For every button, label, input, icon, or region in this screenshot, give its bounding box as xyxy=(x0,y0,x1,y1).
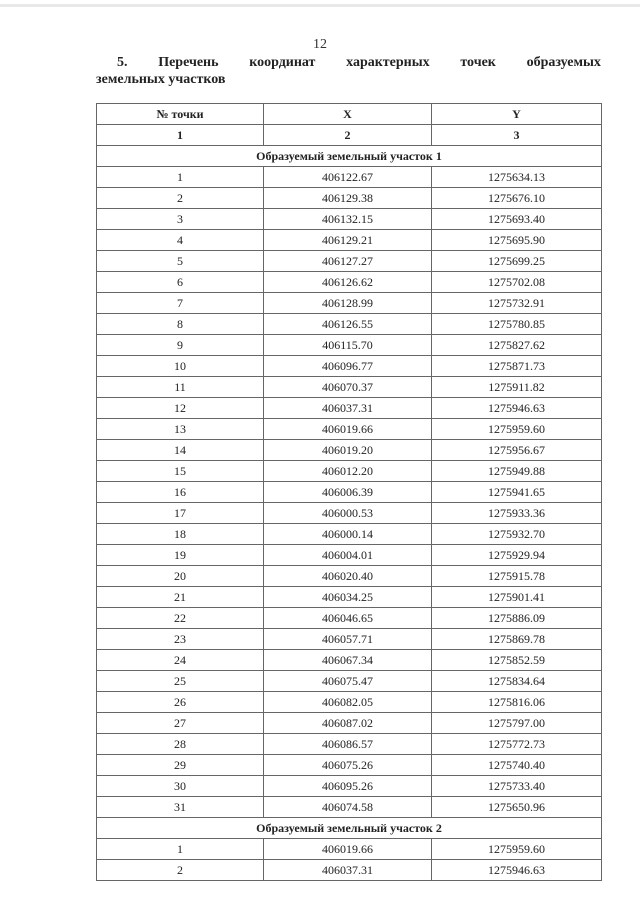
y-coordinate-cell: 1275956.67 xyxy=(432,440,602,461)
x-coordinate-cell: 406074.58 xyxy=(264,797,432,818)
x-coordinate-cell: 406019.66 xyxy=(264,419,432,440)
x-coordinate-cell: 406096.77 xyxy=(264,356,432,377)
table-row xyxy=(97,566,602,587)
table-row xyxy=(97,251,602,272)
x-coordinate-cell: 406037.31 xyxy=(264,398,432,419)
column-number: 3 xyxy=(432,125,602,146)
point-number-cell: 1 xyxy=(97,839,264,860)
point-number-cell: 22 xyxy=(97,608,264,629)
table-row xyxy=(97,755,602,776)
scan-top-edge xyxy=(0,4,640,7)
y-coordinate-cell: 1275827.62 xyxy=(432,335,602,356)
point-number-cell: 14 xyxy=(97,440,264,461)
y-coordinate-cell: 1275780.85 xyxy=(432,314,602,335)
x-coordinate-cell: 406126.62 xyxy=(264,272,432,293)
y-coordinate-cell: 1275932.70 xyxy=(432,524,602,545)
y-coordinate-cell: 1275816.06 xyxy=(432,692,602,713)
y-coordinate-cell: 1275886.09 xyxy=(432,608,602,629)
x-coordinate-cell: 406019.20 xyxy=(264,440,432,461)
point-number-cell: 12 xyxy=(97,398,264,419)
y-coordinate-cell: 1275650.96 xyxy=(432,797,602,818)
heading-word: точек xyxy=(460,55,496,70)
x-coordinate-cell: 406067.34 xyxy=(264,650,432,671)
table-row xyxy=(97,776,602,797)
table-row xyxy=(97,293,602,314)
point-number-cell: 7 xyxy=(97,293,264,314)
y-coordinate-cell: 1275946.63 xyxy=(432,398,602,419)
table-row xyxy=(97,482,602,503)
point-number-cell: 2 xyxy=(97,188,264,209)
x-coordinate-cell: 406006.39 xyxy=(264,482,432,503)
y-coordinate-cell: 1275911.82 xyxy=(432,377,602,398)
x-coordinate-cell: 406057.71 xyxy=(264,629,432,650)
column-number-row xyxy=(97,125,602,146)
x-coordinate-cell: 406127.27 xyxy=(264,251,432,272)
point-number-cell: 29 xyxy=(97,755,264,776)
y-coordinate-cell: 1275949.88 xyxy=(432,461,602,482)
x-coordinate-cell: 406122.67 xyxy=(264,167,432,188)
x-coordinate-cell: 406086.57 xyxy=(264,734,432,755)
table-row xyxy=(97,587,602,608)
table-row xyxy=(97,503,602,524)
x-coordinate-cell: 406000.14 xyxy=(264,524,432,545)
point-number-cell: 18 xyxy=(97,524,264,545)
table-row xyxy=(97,461,602,482)
table-row xyxy=(97,692,602,713)
table-row xyxy=(97,209,602,230)
heading-number: 5. xyxy=(117,55,128,70)
x-coordinate-cell: 406128.99 xyxy=(264,293,432,314)
coordinates-table-body xyxy=(97,104,602,881)
x-coordinate-cell: 406129.21 xyxy=(264,230,432,251)
table-row xyxy=(97,545,602,566)
table-row xyxy=(97,272,602,293)
heading-line-2: земельных участков xyxy=(96,72,226,87)
point-number-cell: 15 xyxy=(97,461,264,482)
x-coordinate-cell: 406075.26 xyxy=(264,755,432,776)
heading-word: координат xyxy=(249,55,316,70)
y-coordinate-cell: 1275702.08 xyxy=(432,272,602,293)
x-coordinate-cell: 406046.65 xyxy=(264,608,432,629)
y-coordinate-cell: 1275634.13 xyxy=(432,167,602,188)
y-coordinate-cell: 1275695.90 xyxy=(432,230,602,251)
heading-word: характерных xyxy=(346,55,430,70)
point-number-cell: 20 xyxy=(97,566,264,587)
x-coordinate-cell: 406082.05 xyxy=(264,692,432,713)
table-row xyxy=(97,608,602,629)
table-header-row xyxy=(97,104,602,125)
point-number-cell: 17 xyxy=(97,503,264,524)
table-row xyxy=(97,650,602,671)
x-coordinate-cell: 406034.25 xyxy=(264,587,432,608)
section-title: Образуемый земельный участок 2 xyxy=(97,818,602,839)
x-coordinate-cell: 406095.26 xyxy=(264,776,432,797)
table-row xyxy=(97,188,602,209)
heading-line-1 xyxy=(96,54,601,71)
table-row xyxy=(97,419,602,440)
x-coordinate-cell: 406037.31 xyxy=(264,860,432,881)
point-number-cell: 30 xyxy=(97,776,264,797)
table-row xyxy=(97,713,602,734)
y-coordinate-cell: 1275869.78 xyxy=(432,629,602,650)
table-row xyxy=(97,440,602,461)
x-coordinate-cell: 406019.66 xyxy=(264,839,432,860)
table-row xyxy=(97,797,602,818)
x-coordinate-cell: 406075.47 xyxy=(264,671,432,692)
section-title-row xyxy=(97,818,602,839)
point-number-cell: 1 xyxy=(97,167,264,188)
table-row xyxy=(97,734,602,755)
table-row xyxy=(97,356,602,377)
table-row xyxy=(97,377,602,398)
point-number-cell: 10 xyxy=(97,356,264,377)
table-row xyxy=(97,230,602,251)
x-coordinate-cell: 406115.70 xyxy=(264,335,432,356)
section-title: Образуемый земельный участок 1 xyxy=(97,146,602,167)
point-number-cell: 27 xyxy=(97,713,264,734)
table-row xyxy=(97,167,602,188)
point-number-cell: 21 xyxy=(97,587,264,608)
y-coordinate-cell: 1275852.59 xyxy=(432,650,602,671)
point-number-cell: 9 xyxy=(97,335,264,356)
point-number-cell: 3 xyxy=(97,209,264,230)
y-coordinate-cell: 1275933.36 xyxy=(432,503,602,524)
table-row xyxy=(97,398,602,419)
section-title-row xyxy=(97,146,602,167)
point-number-cell: 19 xyxy=(97,545,264,566)
point-number-cell: 5 xyxy=(97,251,264,272)
x-coordinate-cell: 406129.38 xyxy=(264,188,432,209)
x-coordinate-cell: 406000.53 xyxy=(264,503,432,524)
table-row xyxy=(97,671,602,692)
column-header-y: Y xyxy=(432,104,602,125)
point-number-cell: 13 xyxy=(97,419,264,440)
y-coordinate-cell: 1275871.73 xyxy=(432,356,602,377)
y-coordinate-cell: 1275946.63 xyxy=(432,860,602,881)
point-number-cell: 2 xyxy=(97,860,264,881)
y-coordinate-cell: 1275941.65 xyxy=(432,482,602,503)
table-row xyxy=(97,524,602,545)
y-coordinate-cell: 1275772.73 xyxy=(432,734,602,755)
x-coordinate-cell: 406087.02 xyxy=(264,713,432,734)
y-coordinate-cell: 1275915.78 xyxy=(432,566,602,587)
point-number-cell: 25 xyxy=(97,671,264,692)
x-coordinate-cell: 406020.40 xyxy=(264,566,432,587)
column-number: 2 xyxy=(264,125,432,146)
table-row xyxy=(97,860,602,881)
x-coordinate-cell: 406070.37 xyxy=(264,377,432,398)
coordinates-table xyxy=(96,103,602,881)
section-heading xyxy=(96,54,601,88)
y-coordinate-cell: 1275959.60 xyxy=(432,839,602,860)
x-coordinate-cell: 406126.55 xyxy=(264,314,432,335)
point-number-cell: 31 xyxy=(97,797,264,818)
point-number-cell: 11 xyxy=(97,377,264,398)
x-coordinate-cell: 406004.01 xyxy=(264,545,432,566)
point-number-cell: 8 xyxy=(97,314,264,335)
x-coordinate-cell: 406132.15 xyxy=(264,209,432,230)
y-coordinate-cell: 1275929.94 xyxy=(432,545,602,566)
table-row xyxy=(97,314,602,335)
y-coordinate-cell: 1275732.91 xyxy=(432,293,602,314)
point-number-cell: 26 xyxy=(97,692,264,713)
heading-word: Перечень xyxy=(158,55,219,70)
y-coordinate-cell: 1275959.60 xyxy=(432,419,602,440)
y-coordinate-cell: 1275834.64 xyxy=(432,671,602,692)
y-coordinate-cell: 1275733.40 xyxy=(432,776,602,797)
table-row xyxy=(97,839,602,860)
table-row xyxy=(97,335,602,356)
column-header-x: X xyxy=(264,104,432,125)
column-header-point: № точки xyxy=(97,104,264,125)
table-row xyxy=(97,629,602,650)
page-number: 12 xyxy=(313,37,327,52)
point-number-cell: 28 xyxy=(97,734,264,755)
y-coordinate-cell: 1275901.41 xyxy=(432,587,602,608)
y-coordinate-cell: 1275699.25 xyxy=(432,251,602,272)
y-coordinate-cell: 1275797.00 xyxy=(432,713,602,734)
heading-word: образуемых xyxy=(526,55,601,70)
y-coordinate-cell: 1275740.40 xyxy=(432,755,602,776)
point-number-cell: 23 xyxy=(97,629,264,650)
y-coordinate-cell: 1275676.10 xyxy=(432,188,602,209)
point-number-cell: 6 xyxy=(97,272,264,293)
column-number: 1 xyxy=(97,125,264,146)
point-number-cell: 16 xyxy=(97,482,264,503)
point-number-cell: 24 xyxy=(97,650,264,671)
x-coordinate-cell: 406012.20 xyxy=(264,461,432,482)
y-coordinate-cell: 1275693.40 xyxy=(432,209,602,230)
point-number-cell: 4 xyxy=(97,230,264,251)
